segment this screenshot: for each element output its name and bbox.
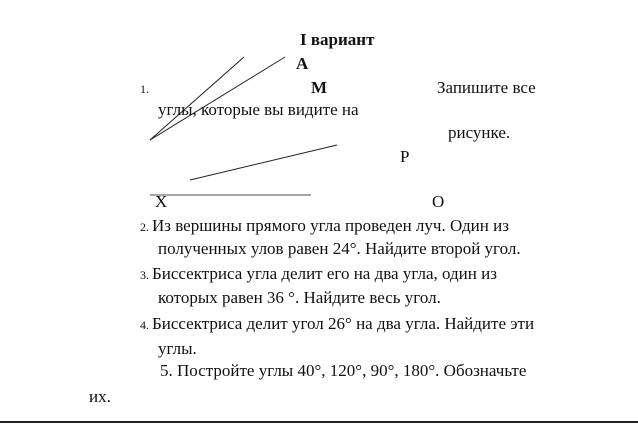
task4-line2: углы. xyxy=(158,339,197,358)
task2-number: 2. xyxy=(140,220,149,234)
task5-line2: их. xyxy=(89,387,111,406)
point-label-o: O xyxy=(432,192,445,211)
task2-line1: Из вершины прямого угла проведен луч. Один из xyxy=(152,216,509,235)
task1-number: 1. xyxy=(140,82,149,96)
point-label-p: P xyxy=(400,147,410,166)
task4-number: 4. xyxy=(140,318,149,332)
task1-text-part1: Запишите все xyxy=(437,78,536,97)
ray-to-a xyxy=(150,57,244,140)
point-label-x: X xyxy=(155,192,168,211)
ray-to-m xyxy=(150,57,285,140)
bottom-rule xyxy=(0,421,638,423)
point-label-a: A xyxy=(296,54,309,73)
variant-title: I вариант xyxy=(300,30,375,49)
task3-number: 3. xyxy=(140,268,149,282)
task3-line2: которых равен 36 °. Найдите весь угол. xyxy=(158,288,441,307)
task1-text-part3: рисунке. xyxy=(448,123,511,142)
ray-to-p xyxy=(190,145,337,180)
task1-text-part2: углы, которые вы видите на xyxy=(158,100,359,119)
task5-line1: 5. Постройте углы 40°, 120°, 90°, 180°. Обозначьте xyxy=(160,361,527,380)
task4-line1: Биссектриса делит угол 26° на два угла. Найдите эти xyxy=(152,314,535,333)
point-label-m: M xyxy=(311,78,328,97)
task2-line2: полученных улов равен 24°. Найдите второй угол. xyxy=(158,239,521,258)
task3-line1: Биссектриса угла делит его на два угла, один из xyxy=(152,264,497,283)
